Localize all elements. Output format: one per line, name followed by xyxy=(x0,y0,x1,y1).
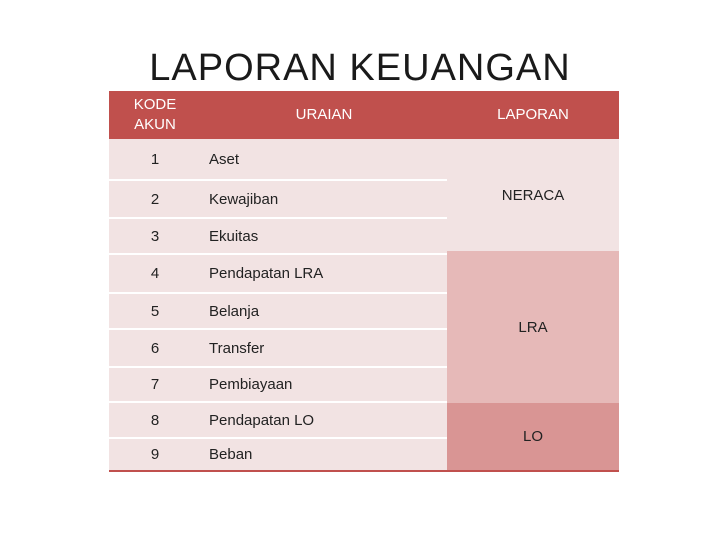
table-row xyxy=(109,181,447,217)
row-code: 6 xyxy=(150,339,160,357)
row-code: 1 xyxy=(150,150,160,168)
financial-report-table xyxy=(109,91,619,472)
table-header xyxy=(109,91,619,139)
row-code: 9 xyxy=(150,446,160,463)
table-row xyxy=(109,139,447,179)
report-label-lra: LRA xyxy=(518,318,548,336)
row-code: 4 xyxy=(150,265,160,282)
row-code: 2 xyxy=(150,190,160,208)
row-code: 7 xyxy=(150,376,160,393)
table-row xyxy=(109,330,447,366)
table-row xyxy=(109,294,447,328)
row-code: 5 xyxy=(150,302,160,320)
row-description: Transfer xyxy=(209,339,265,357)
row-description: Aset xyxy=(209,150,240,168)
row-description: Pendapatan LO xyxy=(209,411,315,429)
page-title: LAPORAN KEUANGAN xyxy=(149,47,571,89)
header-report: LAPORAN xyxy=(497,106,569,123)
row-description: Belanja xyxy=(209,302,260,320)
row-description: Beban xyxy=(209,446,253,463)
row-code: 3 xyxy=(150,227,160,245)
row-description: Pembiayaan xyxy=(209,376,293,393)
report-group-lo xyxy=(447,403,619,470)
report-group-lra xyxy=(447,251,619,403)
table-row xyxy=(109,368,447,401)
header-description: URAIAN xyxy=(295,106,353,123)
header-code-label: KODE AKUN xyxy=(133,96,177,133)
row-description: Ekuitas xyxy=(209,227,259,245)
header-code xyxy=(109,91,201,139)
table-row xyxy=(109,219,447,253)
row-description: Pendapatan LRA xyxy=(209,265,324,282)
table-row xyxy=(109,403,447,437)
table-row xyxy=(109,439,447,470)
report-label-lo: LO xyxy=(522,428,543,445)
report-label-neraca: NERACA xyxy=(501,186,565,204)
table-row xyxy=(109,255,447,292)
row-code: 8 xyxy=(150,411,160,429)
row-description: Kewajiban xyxy=(209,190,279,208)
report-group-neraca xyxy=(447,139,619,251)
